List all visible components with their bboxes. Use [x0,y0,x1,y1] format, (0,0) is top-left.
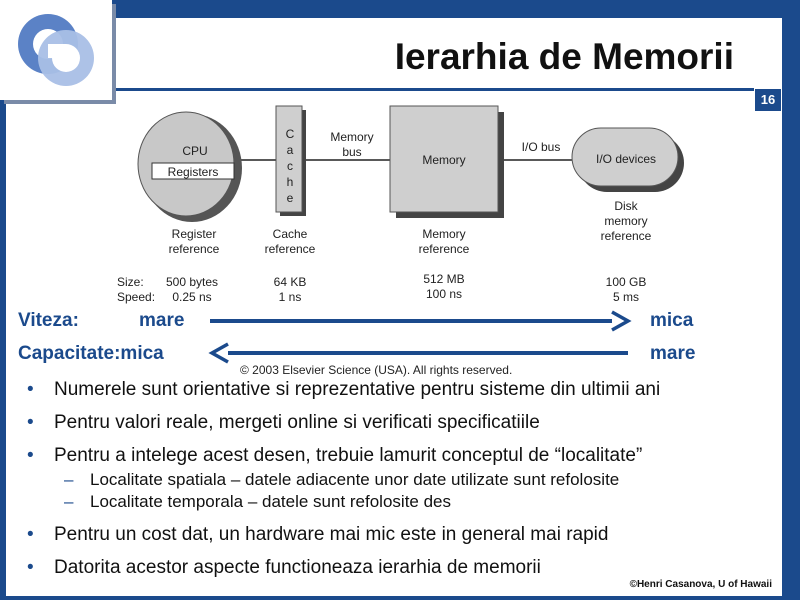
ref-register-2: reference [168,242,220,256]
mem-speed: 100 ns [425,287,463,301]
disk-label-3: reference [600,229,652,243]
registers-label: Registers [167,165,219,179]
cache-letter-c: C [285,127,295,141]
capacitate-arrow-head [212,344,228,362]
io-bus-label: I/O bus [521,140,561,154]
bullet-item: • Numerele sunt orientative si reprezentative pentru sisteme din ultimii ani [24,378,764,401]
viteza-label: Viteza: [18,310,79,331]
reg-speed: 0.25 ns [172,290,212,304]
disk-speed: 5 ms [612,290,640,304]
size-label: Size: [117,275,144,289]
bullet-item: • Datorita acestor aspecte functioneaza ierarhia de memorii [24,556,764,579]
cache-speed: 1 ns [278,290,302,304]
bullet-item: • Pentru un cost dat, un hardware mai mic este in general mai rapid [24,523,764,546]
viteza-left: mare [139,310,185,331]
cpu-label: CPU [182,144,208,158]
ref-cache-2: reference [264,242,316,256]
memory-bus-label-1: Memory [330,130,374,144]
viteza-right: mica [650,310,694,331]
cache-letter-c2: c [287,159,293,173]
cache-letter-a: a [286,143,294,157]
memory-bus-label-2: bus [342,145,362,159]
ref-cache-1: Cache [272,227,308,241]
disk-label-1: Disk [614,199,638,213]
io-devices-label: I/O devices [595,152,657,166]
ref-memory-2: reference [418,242,470,256]
sub-bullet-list [24,469,764,513]
mem-size: 512 MB [423,272,465,286]
disk-size: 100 GB [605,275,647,289]
sub-bullet-item: – Localitate spatiala – datele adiacente unor date utilizate sunt refolosite [24,469,764,491]
sub-bullet-item: – Localitate temporala – datele sunt refolosite des [24,491,764,513]
bullet-list [24,378,764,589]
cache-size: 64 KB [273,275,307,289]
ref-register-1: Register [171,227,217,241]
capacitate-right: mare [650,343,696,364]
page-title: Ierarhia de Memorii [394,36,734,77]
ref-memory-1: Memory [422,227,466,241]
viteza-arrow-head [612,312,628,330]
speed-label: Speed: [117,290,156,304]
cache-letter-h: h [286,175,294,189]
cache-letter-e: e [286,191,294,205]
bullet-item: • Pentru valori reale, mergeti online si verificati specificatiile [24,411,764,434]
page-number: 16 [754,88,782,112]
disk-label-2: memory [604,214,648,228]
reg-size: 500 bytes [165,275,219,289]
memory-label: Memory [422,153,466,167]
copyright-note: © 2003 Elsevier Science (USA). All rights reserved. [240,363,513,377]
bullet-item: • Pentru a intelege acest desen, trebuie lamurit conceptul de “localitate” [24,444,764,467]
capacitate-label: Capacitate:mica [18,343,164,364]
footer-credit: ©Henri Casanova, U of Hawaii [629,579,772,590]
